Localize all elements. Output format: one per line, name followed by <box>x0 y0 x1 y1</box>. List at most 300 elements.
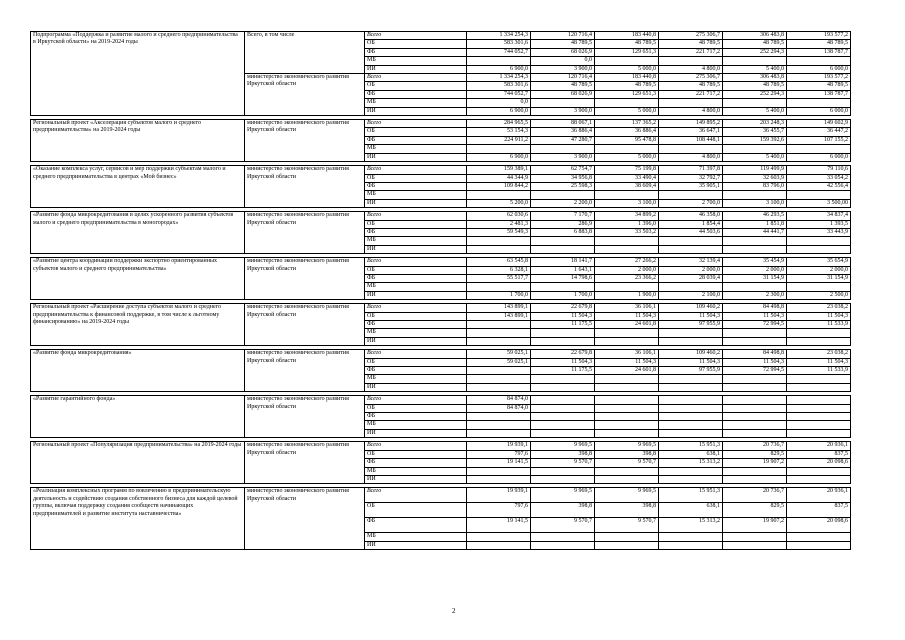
value-cell: 11 504,3 <box>531 358 595 366</box>
executor-cell: министерство экономического развития Иркутской области <box>245 488 365 550</box>
value-cell <box>723 475 787 483</box>
value-cell: 398,8 <box>595 503 659 518</box>
value-cell: 31 154,9 <box>787 274 851 282</box>
value-cell: 48 789,5 <box>787 40 851 48</box>
table-row <box>31 442 851 450</box>
funding-type-cell: МБ <box>365 99 467 107</box>
value-cell <box>659 383 723 391</box>
funding-type-cell: ИИ <box>365 153 467 161</box>
value-cell: 36 886,4 <box>595 128 659 136</box>
value-cell: 15 951,3 <box>659 442 723 450</box>
funding-type-cell: Всего <box>365 258 467 266</box>
value-cell: 1 334 254,3 <box>467 74 531 82</box>
value-cell <box>659 413 723 421</box>
value-cell: 11 504,3 <box>787 358 851 366</box>
value-cell <box>723 57 787 65</box>
value-cell: 252 294,3 <box>723 90 787 98</box>
value-cell: 0,0 <box>467 99 531 107</box>
value-cell: 72 994,5 <box>723 321 787 329</box>
value-cell: 2 300,0 <box>723 291 787 299</box>
value-cell: 837,5 <box>787 450 851 458</box>
value-cell: 27 266,2 <box>595 258 659 266</box>
value-cell: 1 393,5 <box>787 220 851 228</box>
value-cell: 71 397,8 <box>659 166 723 174</box>
value-cell <box>467 329 531 337</box>
value-cell <box>531 337 595 345</box>
funding-type-cell: Всего <box>365 396 467 404</box>
value-cell <box>659 99 723 107</box>
value-cell <box>723 533 787 541</box>
value-cell <box>787 99 851 107</box>
value-cell: 120 716,4 <box>531 32 595 40</box>
value-cell <box>723 541 787 549</box>
value-cell: 44 441,7 <box>723 228 787 236</box>
value-cell: 1 900,0 <box>595 291 659 299</box>
value-cell <box>467 421 531 429</box>
value-cell: 35 654,9 <box>787 258 851 266</box>
value-cell: 129 651,3 <box>595 48 659 56</box>
value-cell <box>723 283 787 291</box>
value-cell: 7 170,7 <box>531 212 595 220</box>
value-cell: 5 000,0 <box>595 65 659 73</box>
program-name-cell: Региональный проект «Расширение доступа субъектов малого и среднего предпринимательства к финансовой поддержке, в том числе к льготному финансированию» на 2019-2024 годы <box>31 304 245 346</box>
funding-type-cell: ФБ <box>365 321 467 329</box>
value-cell: 744 052,7 <box>467 48 531 56</box>
value-cell: 19 141,5 <box>467 459 531 467</box>
funding-type-cell: Всего <box>365 212 467 220</box>
value-cell <box>531 467 595 475</box>
table-row <box>31 488 851 503</box>
funding-type-cell: ОБ <box>365 503 467 518</box>
value-cell <box>659 404 723 412</box>
value-cell <box>595 467 659 475</box>
program-name-cell: Региональный проект «Акселерация субъектов малого и среднего предпринимательства» на 2019-2024 годы <box>31 120 245 162</box>
executor-cell: министерство экономического развития Иркутской области <box>245 350 365 392</box>
value-cell: 48 789,5 <box>531 40 595 48</box>
executor-cell: министерство экономического развития Иркутской области <box>245 442 365 484</box>
value-cell: 224 911,2 <box>467 136 531 144</box>
table-row <box>31 350 851 358</box>
value-cell: 59 025,1 <box>467 358 531 366</box>
value-cell: 4 800,0 <box>659 153 723 161</box>
value-cell <box>467 367 531 375</box>
value-cell: 9 570,7 <box>531 518 595 533</box>
funding-type-cell: Всего <box>365 304 467 312</box>
value-cell: 59 025,1 <box>467 350 531 358</box>
table-row <box>31 212 851 220</box>
executor-cell: министерство экономического развития Иркутской области <box>245 120 365 162</box>
value-cell: 15 951,3 <box>659 488 723 503</box>
value-cell <box>723 329 787 337</box>
value-cell: 829,5 <box>723 503 787 518</box>
value-cell: 275 306,7 <box>659 74 723 82</box>
funding-type-cell: ИИ <box>365 65 467 73</box>
value-cell: 11 504,3 <box>723 312 787 320</box>
value-cell: 11 175,5 <box>531 367 595 375</box>
table-row <box>31 120 851 128</box>
value-cell <box>531 191 595 199</box>
value-cell: 24 601,8 <box>595 321 659 329</box>
value-cell: 9 969,5 <box>531 488 595 503</box>
program-name-cell: Подпрограмма «Поддержка и развитие малого и среднего предпринимательства в Иркутской области» на 2019-2024 годы <box>31 32 245 116</box>
value-cell <box>467 191 531 199</box>
program-name-cell: «Развитие гарантийного фонда» <box>31 396 245 438</box>
value-cell: 2 000,0 <box>659 266 723 274</box>
value-cell <box>467 283 531 291</box>
table-row <box>31 32 851 40</box>
funding-type-cell: МБ <box>365 237 467 245</box>
value-cell: 32 603,9 <box>723 174 787 182</box>
funding-type-cell: ФБ <box>365 274 467 282</box>
value-cell: 837,5 <box>787 503 851 518</box>
value-cell <box>531 145 595 153</box>
value-cell <box>595 237 659 245</box>
value-cell: 20 736,7 <box>723 442 787 450</box>
value-cell: 583 301,6 <box>467 40 531 48</box>
value-cell <box>531 429 595 437</box>
value-cell <box>531 99 595 107</box>
value-cell <box>787 429 851 437</box>
value-cell: 2 000,0 <box>787 266 851 274</box>
executor-cell: министерство экономического развития Иркутской области <box>245 396 365 438</box>
value-cell <box>467 145 531 153</box>
value-cell <box>723 421 787 429</box>
funding-type-cell: ОБ <box>365 82 467 90</box>
value-cell: 59 549,3 <box>467 228 531 236</box>
value-cell: 398,8 <box>595 450 659 458</box>
value-cell: 11 504,3 <box>595 358 659 366</box>
value-cell: 28 039,4 <box>659 274 723 282</box>
value-cell: 4 800,0 <box>659 65 723 73</box>
funding-type-cell: МБ <box>365 329 467 337</box>
value-cell: 35 905,1 <box>659 182 723 190</box>
funding-type-cell: ИИ <box>365 245 467 253</box>
value-cell <box>531 375 595 383</box>
value-cell: 193 577,2 <box>787 74 851 82</box>
value-cell <box>787 57 851 65</box>
value-cell: 829,5 <box>723 450 787 458</box>
value-cell <box>595 375 659 383</box>
funding-type-cell: ОБ <box>365 174 467 182</box>
value-cell: 72 994,5 <box>723 367 787 375</box>
value-cell <box>723 375 787 383</box>
value-cell: 9 969,5 <box>595 442 659 450</box>
value-cell: 9 570,7 <box>595 459 659 467</box>
value-cell: 120 716,4 <box>531 74 595 82</box>
value-cell <box>787 404 851 412</box>
value-cell <box>467 475 531 483</box>
value-cell <box>467 375 531 383</box>
funding-type-cell: ФБ <box>365 518 467 533</box>
value-cell <box>467 533 531 541</box>
value-cell: 6 900,0 <box>467 65 531 73</box>
funding-type-cell: МБ <box>365 421 467 429</box>
value-cell: 48 789,5 <box>723 40 787 48</box>
value-cell <box>531 245 595 253</box>
funding-type-cell: ИИ <box>365 429 467 437</box>
funding-type-cell: ОБ <box>365 404 467 412</box>
value-cell <box>787 283 851 291</box>
value-cell: 221 717,2 <box>659 48 723 56</box>
value-cell <box>595 396 659 404</box>
value-cell: 129 651,3 <box>595 90 659 98</box>
value-cell: 47 280,7 <box>531 136 595 144</box>
value-cell: 19 907,2 <box>723 518 787 533</box>
value-cell: 6 328,1 <box>467 266 531 274</box>
value-cell <box>467 57 531 65</box>
value-cell: 20 098,6 <box>787 459 851 467</box>
value-cell: 53 154,3 <box>467 128 531 136</box>
value-cell <box>595 413 659 421</box>
value-cell: 48 789,5 <box>723 82 787 90</box>
value-cell <box>531 383 595 391</box>
funding-type-cell: ИИ <box>365 107 467 115</box>
budget-table <box>30 31 851 550</box>
value-cell: 2 100,0 <box>659 291 723 299</box>
value-cell <box>723 237 787 245</box>
value-cell <box>787 191 851 199</box>
value-cell: 5 400,0 <box>723 65 787 73</box>
value-cell: 3 900,0 <box>531 65 595 73</box>
value-cell: 108 448,1 <box>659 136 723 144</box>
value-cell <box>659 57 723 65</box>
value-cell: 5 000,0 <box>595 107 659 115</box>
value-cell <box>787 383 851 391</box>
funding-type-cell: МБ <box>365 57 467 65</box>
value-cell: 84 498,8 <box>723 304 787 312</box>
table-row <box>31 258 851 266</box>
value-cell: 20 936,1 <box>787 442 851 450</box>
value-cell: 252 294,3 <box>723 48 787 56</box>
value-cell <box>659 429 723 437</box>
value-cell: 6 000,0 <box>787 65 851 73</box>
value-cell: 306 483,8 <box>723 32 787 40</box>
funding-type-cell: ФБ <box>365 228 467 236</box>
value-cell: 36 886,4 <box>531 128 595 136</box>
table-row <box>31 166 851 174</box>
value-cell <box>723 383 787 391</box>
value-cell: 19 141,5 <box>467 518 531 533</box>
value-cell: 9 570,7 <box>595 518 659 533</box>
value-cell <box>467 337 531 345</box>
value-cell: 3 100,0 <box>723 199 787 207</box>
value-cell <box>659 421 723 429</box>
funding-type-cell: ОБ <box>365 40 467 48</box>
funding-type-cell: МБ <box>365 145 467 153</box>
funding-type-cell: Всего <box>365 166 467 174</box>
value-cell: 138 787,7 <box>787 48 851 56</box>
value-cell: 5 200,0 <box>467 199 531 207</box>
value-cell: 48 789,5 <box>531 82 595 90</box>
value-cell: 20 098,6 <box>787 518 851 533</box>
funding-type-cell: ФБ <box>365 459 467 467</box>
value-cell: 33 490,4 <box>595 174 659 182</box>
value-cell: 398,8 <box>531 503 595 518</box>
value-cell: 19 907,2 <box>723 459 787 467</box>
value-cell: 11 533,9 <box>787 321 851 329</box>
program-name-cell: «Оказание комплекса услуг, сервисов и мер поддержки субъектам малого и среднего предпринимательства в центрах «Мой бизнес» <box>31 166 245 208</box>
value-cell: 18 141,7 <box>531 258 595 266</box>
value-cell: 46 293,5 <box>723 212 787 220</box>
value-cell: 11 504,3 <box>531 312 595 320</box>
value-cell: 3 500,00 <box>787 199 851 207</box>
value-cell: 88 067,1 <box>531 120 595 128</box>
value-cell: 203 248,3 <box>723 120 787 128</box>
funding-type-cell: ФБ <box>365 182 467 190</box>
value-cell: 284 965,5 <box>467 120 531 128</box>
value-cell <box>723 396 787 404</box>
value-cell: 36 455,7 <box>723 128 787 136</box>
value-cell <box>595 383 659 391</box>
value-cell: 32 139,4 <box>659 258 723 266</box>
value-cell <box>787 396 851 404</box>
value-cell <box>723 145 787 153</box>
funding-type-cell: ИИ <box>365 291 467 299</box>
value-cell: 25 598,3 <box>531 182 595 190</box>
value-cell <box>531 475 595 483</box>
value-cell: 143 899,1 <box>467 312 531 320</box>
value-cell: 109 460,2 <box>659 304 723 312</box>
value-cell: 33 503,2 <box>595 228 659 236</box>
value-cell <box>467 245 531 253</box>
value-cell: 23 038,2 <box>787 304 851 312</box>
value-cell: 5 000,0 <box>595 153 659 161</box>
value-cell <box>659 329 723 337</box>
value-cell <box>659 396 723 404</box>
value-cell: 14 798,6 <box>531 274 595 282</box>
value-cell: 6 000,0 <box>787 153 851 161</box>
value-cell: 109 460,2 <box>659 350 723 358</box>
value-cell: 1 334 254,3 <box>467 32 531 40</box>
value-cell <box>659 467 723 475</box>
value-cell: 33 443,9 <box>787 228 851 236</box>
value-cell: 1 851,8 <box>723 220 787 228</box>
value-cell: 44 503,6 <box>659 228 723 236</box>
value-cell: 32 792,7 <box>659 174 723 182</box>
value-cell: 84 874,0 <box>467 396 531 404</box>
value-cell: 36 106,1 <box>595 350 659 358</box>
program-name-cell: «Развитие центра координации поддержки экспортно ориентированных субъектов малого и среднего предпринимательства» <box>31 258 245 300</box>
value-cell: 143 899,1 <box>467 304 531 312</box>
program-name-cell: «Развитие фонда микрокредитования в целях ускоренного развития субъектов малого и среднего предпринимательства в моногородах» <box>31 212 245 254</box>
value-cell: 68 026,9 <box>531 48 595 56</box>
value-cell: 55 517,7 <box>467 274 531 282</box>
funding-type-cell: ИИ <box>365 541 467 549</box>
funding-type-cell: Всего <box>365 32 467 40</box>
value-cell <box>467 321 531 329</box>
value-cell: 23 366,2 <box>595 274 659 282</box>
program-name-cell: «Развитие фонда микрокредитования» <box>31 350 245 392</box>
program-name-cell: «Реализация комплексных программ по вовлечению в предпринимательскую деятельность и содействию создания собственного бизнеса для каждой целевой группы, включая поддержку создания сообществ начинающих предпринимателей и развитие института наставничества» <box>31 488 245 550</box>
funding-type-cell: МБ <box>365 533 467 541</box>
value-cell <box>595 404 659 412</box>
executor-cell: министерство экономического развития Иркутской области <box>245 304 365 346</box>
value-cell <box>595 191 659 199</box>
value-cell: 63 545,8 <box>467 258 531 266</box>
value-cell: 3 900,0 <box>531 153 595 161</box>
value-cell: 2 500,0 <box>787 291 851 299</box>
value-cell <box>723 404 787 412</box>
value-cell <box>467 541 531 549</box>
value-cell: 11 533,9 <box>787 367 851 375</box>
value-cell: 4 800,0 <box>659 107 723 115</box>
value-cell: 119 499,9 <box>723 166 787 174</box>
value-cell: 48 789,5 <box>659 82 723 90</box>
value-cell: 3 100,0 <box>595 199 659 207</box>
value-cell <box>595 145 659 153</box>
funding-type-cell: ИИ <box>365 337 467 345</box>
value-cell: 6 000,0 <box>787 107 851 115</box>
value-cell: 1 700,0 <box>531 291 595 299</box>
value-cell: 42 556,4 <box>787 182 851 190</box>
value-cell <box>723 191 787 199</box>
value-cell: 11 504,3 <box>723 358 787 366</box>
value-cell: 1 643,1 <box>531 266 595 274</box>
value-cell <box>659 541 723 549</box>
value-cell: 159 389,1 <box>467 166 531 174</box>
funding-type-cell: ОБ <box>365 128 467 136</box>
funding-type-cell: ОБ <box>365 358 467 366</box>
value-cell: 48 789,5 <box>595 82 659 90</box>
value-cell <box>723 245 787 253</box>
value-cell <box>467 413 531 421</box>
value-cell: 11 504,3 <box>659 312 723 320</box>
value-cell: 22 679,8 <box>531 350 595 358</box>
value-cell: 46 358,0 <box>659 212 723 220</box>
value-cell: 183 440,8 <box>595 74 659 82</box>
value-cell: 84 874,0 <box>467 404 531 412</box>
value-cell <box>787 467 851 475</box>
value-cell: 9 969,5 <box>595 488 659 503</box>
value-cell: 306 483,8 <box>723 74 787 82</box>
funding-type-cell: ФБ <box>365 90 467 98</box>
value-cell: 36 647,1 <box>659 128 723 136</box>
value-cell: 62 754,7 <box>531 166 595 174</box>
funding-type-cell: Всего <box>365 74 467 82</box>
value-cell <box>467 237 531 245</box>
value-cell: 149 602,9 <box>787 120 851 128</box>
value-cell: 398,8 <box>531 450 595 458</box>
value-cell <box>595 337 659 345</box>
funding-type-cell: ФБ <box>365 413 467 421</box>
value-cell: 5 400,0 <box>723 153 787 161</box>
value-cell: 221 717,2 <box>659 90 723 98</box>
value-cell: 19 939,1 <box>467 442 531 450</box>
value-cell: 24 601,8 <box>595 367 659 375</box>
value-cell <box>531 533 595 541</box>
value-cell: 48 789,5 <box>787 82 851 90</box>
value-cell: 62 030,6 <box>467 212 531 220</box>
value-cell <box>787 145 851 153</box>
value-cell: 36 106,1 <box>595 304 659 312</box>
value-cell: 1 854,4 <box>659 220 723 228</box>
value-cell: 22 679,8 <box>531 304 595 312</box>
value-cell: 95 478,8 <box>595 136 659 144</box>
value-cell: 79 110,6 <box>787 166 851 174</box>
funding-type-cell: МБ <box>365 191 467 199</box>
value-cell <box>595 421 659 429</box>
value-cell: 137 365,2 <box>595 120 659 128</box>
value-cell: 109 844,2 <box>467 182 531 190</box>
value-cell <box>787 421 851 429</box>
value-cell: 797,6 <box>467 450 531 458</box>
value-cell: 11 504,3 <box>787 312 851 320</box>
value-cell <box>787 337 851 345</box>
value-cell: 36 447,2 <box>787 128 851 136</box>
value-cell <box>595 541 659 549</box>
value-cell <box>723 337 787 345</box>
value-cell: 149 895,2 <box>659 120 723 128</box>
